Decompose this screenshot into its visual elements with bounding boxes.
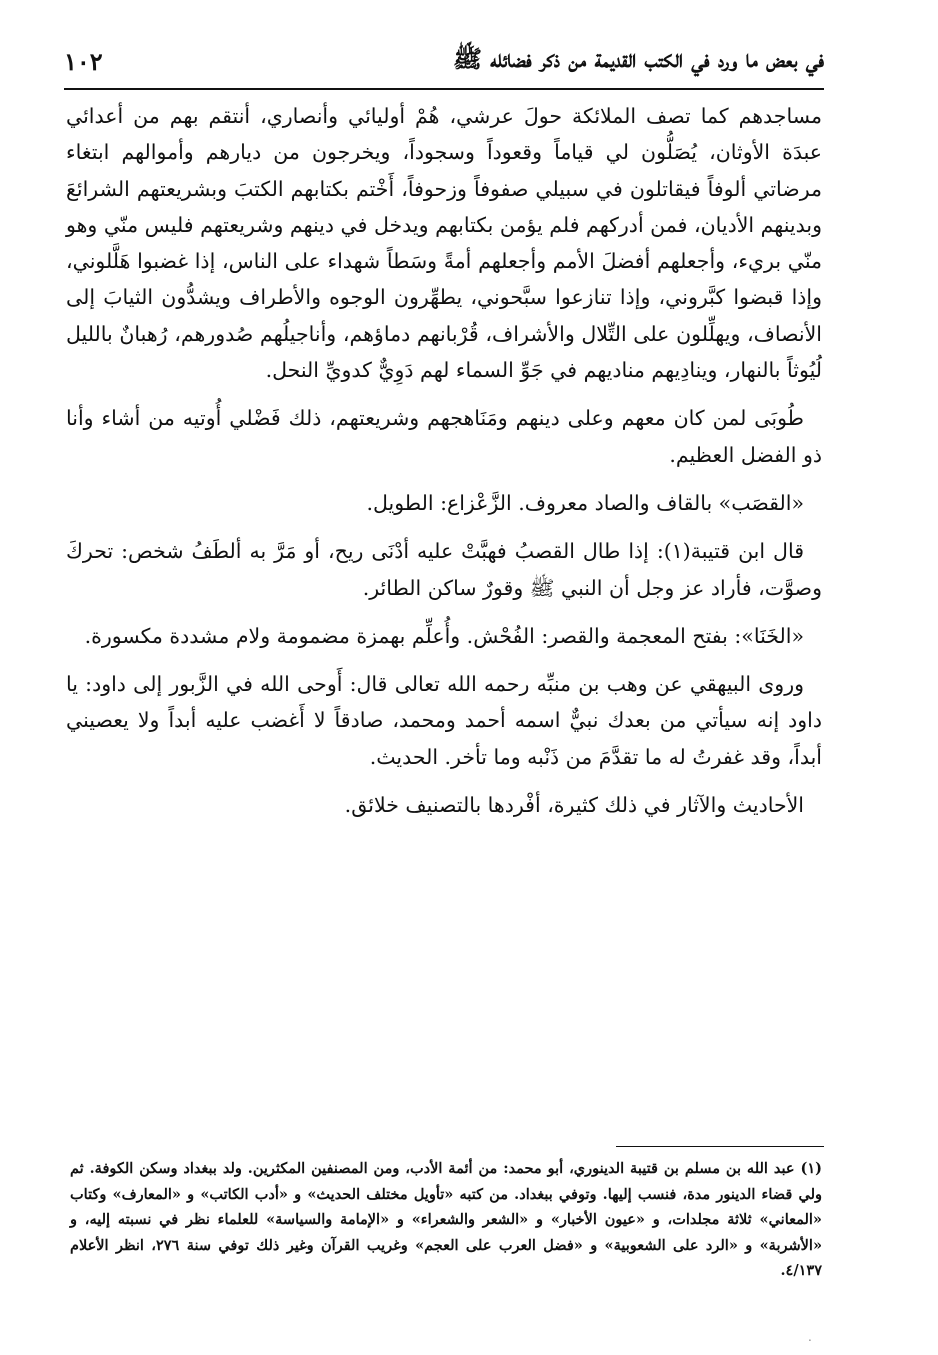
footnote-separator (616, 1146, 824, 1147)
footnote-text: (١) عبد الله بن مسلم بن قتيبة الدينوري، أبو محمد: من أئمة الأدب، ومن المصنفين المكثرين. ولد ببغداد وسكن الكوفة. ثم ولي قضاء الدينور مدة، فنسب إليها. وتوفي ببغداد. من كتبه «تأويل مختلف الحديث» و «أدب الكاتب» و «المعارف» وكتاب «المعاني» ثلاثة مجلدات، و «عيون الأخبار» و «الشعر والشعراء» و «الإمامة والسياسة» للعلماء نظر في نسبته إليه، و «الأشربة» و «الرد على الشعوبية» و «فضل العرب على العجم» وغريب القرآن وغير ذلك توفي سنة ٢٧٦، انظر الأعلام ٤/١٣٧. (70, 1160, 823, 1279)
paragraph: قال ابن قتيبة(١): إذا طال القصبُ فهبَّتْ عليه أدْنَى ريح، أو مَرَّ به ألطَفُ شخص: تحركَ وصوَّت، فأراد عز وجل أن النبي ﷺ وقورٌ ساكن الطائر. (66, 539, 822, 600)
main-text (66, 98, 822, 835)
running-title: في بعض ما ورد في الكتب القديمة من ذكر فضائله ﷺ (452, 43, 824, 73)
header-rule (64, 88, 824, 90)
page-header (64, 38, 824, 84)
paragraph: الأحاديث والآثار في ذلك كثيرة، أفْردها بالتصنيف خلائق. (344, 793, 804, 818)
page-number: ١٠٢ (64, 46, 103, 76)
footnote (70, 1156, 822, 1284)
paragraph: «الخَنَا»: بفتح المعجمة والقصر: الفُحْش. وأُعلِّم بهمزة مضمومة ولام مشددة مكسورة. (84, 623, 804, 648)
paragraph: «القصَب» بالقاف والصاد معروف. الزَّعْزاع: الطويل. (366, 490, 804, 515)
paragraph: وروى البيهقي عن وهب بن منبِّه رحمه الله تعالى قال: أَوحى الله في الزَّبور إلى داود: يا داود إنه سيأتي من بعدك نبيٌّ اسمه أحمد ومحمد، صادقاً لا أَغضب عليه أبداً ولا يعصيني أبداً، وقد غفرتُ له ما تقدَّمَ من ذَنْبه وما تأخر. الحديث. (66, 672, 822, 769)
paragraph: طُوبَى لمن كان معهم وعلى دينهم ومَنَاهجهم وشريعتهم، ذلك فَضْلي أُوتيه من أشاء وأنا ذو الفضل العظيم. (66, 406, 822, 467)
page-corner-mark: . (808, 1330, 812, 1344)
paragraph: مساجدهم كما تصف الملائكة حولَ عرشي، هُمْ أوليائي وأنصاري، أنتقم بهم من أعدائي عبدَة الأوثان، يُصَلُّون لي قياماً وقعوداً وسجوداً، ويخرجون من ديارهم وأموالهم ابتغاء مرضاتي ألوفاً فيقاتلون في سبيلي صفوفاً وزحوفاً، أَخْتم بكتابهم الكتبَ وبشريعتهم الشرائعَ وبدينهم الأديان، فمن أدركهم فلم يؤمن بكتابهم ويدخل في دينهم وشريعتهم فليس منّي وهو منّي بريء، وأجعلهم أفضلَ الأمم وأجعلهم أمةً وسَطاً شهداء على الناس، إذا غضبوا هَلَّلوني، وإذا قبضوا كبَّروني، وإذا تنازعوا سبَّحوني، يطهِّرون الوجوه والأطراف ويشدُّون الثيابَ إلى الأنصاف، ويهلِّلون على التِّلال والأشراف، قُرْبانهم دماؤهم، وأناجيلُهم صُدورهم، رُهبانٌ بالليل لُيُوثاً بالنهار، وينادِيهم مناديهم في جَوِّ السماء لهم دَوِيٌّ كدويِّ النحل. (66, 104, 822, 383)
